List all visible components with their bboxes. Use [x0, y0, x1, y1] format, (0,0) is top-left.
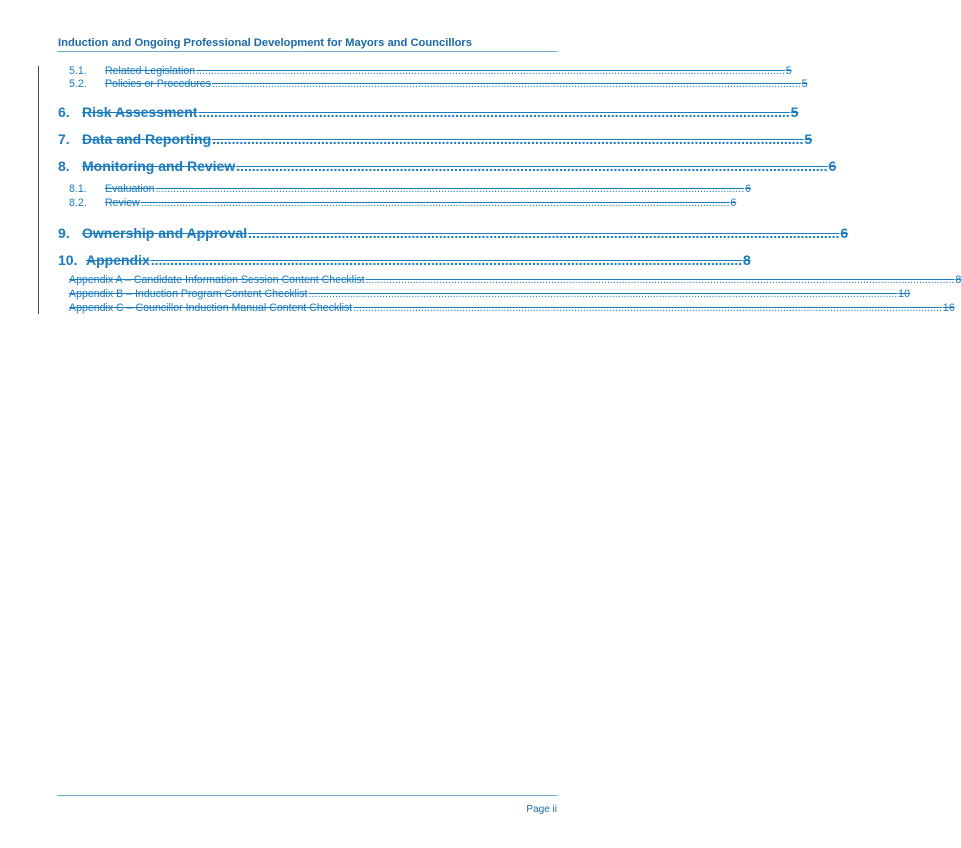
toc-page: 6 [730, 197, 737, 209]
toc-label: Related Legislation [105, 65, 196, 77]
toc-number: 6. [58, 104, 70, 120]
toc-leader: ........................................................................................................................................................ [150, 252, 743, 268]
toc-entry-5-1[interactable] [69, 65, 792, 78]
toc-label: Ownership and Approval [82, 225, 248, 241]
toc-label: Policies or Procedures [105, 78, 211, 90]
toc-number: 5.1. [69, 65, 87, 77]
toc-page: 6 [840, 225, 849, 241]
toc-entry-5-2[interactable] [69, 78, 808, 91]
toc-entry-8-1[interactable] [69, 183, 752, 196]
toc-entry-9[interactable] [58, 224, 849, 242]
toc-page: 5 [790, 104, 799, 120]
toc-leader: ........................................................................................................................................................................................................ [308, 288, 898, 300]
toc-entry-appendix-a[interactable] [69, 274, 961, 287]
toc-page: 5 [801, 78, 808, 90]
toc-number: 8. [58, 158, 70, 174]
toc-leader: ........................................................................................................................................................................................................ [155, 183, 745, 195]
toc-number: 9. [58, 225, 70, 241]
toc-number: 8.2. [69, 197, 87, 209]
toc-label: Appendix C – Councillor Induction Manual Content Checklist [69, 302, 353, 314]
toc-page: 16 [942, 302, 955, 314]
footer-rule [57, 795, 557, 796]
toc-page: 6 [828, 158, 837, 174]
toc-page: 8 [955, 274, 961, 286]
toc-leader: ........................................................................................................................................................ [248, 225, 840, 241]
toc-entry-appendix-c[interactable] [69, 302, 955, 315]
toc-page: 10 [898, 288, 910, 300]
change-bar [38, 66, 39, 314]
toc-number: 5.2. [69, 78, 87, 90]
toc-label: Appendix A – Candidate Information Session Content Checklist [69, 274, 365, 286]
toc-page: 5 [785, 65, 792, 77]
toc-page: 6 [745, 183, 752, 195]
toc-entry-8-2[interactable] [69, 197, 737, 210]
toc-label: Review [105, 197, 140, 209]
toc-entry-appendix-b[interactable] [69, 288, 910, 301]
toc-label: Data and Reporting [82, 131, 212, 147]
toc-page: 5 [804, 131, 813, 147]
page-number: Page ii [526, 804, 557, 815]
toc-label: Appendix B – Induction Program Content Checklist [69, 288, 308, 300]
toc-number: 10. [58, 252, 78, 268]
toc-leader: ........................................................................................................................................................................................................ [140, 197, 730, 209]
toc-entry-10[interactable] [58, 251, 751, 269]
toc-leader: ........................................................................................................................................................................................................ [365, 274, 955, 286]
toc-number: 8.1. [69, 183, 87, 195]
toc-leader: ........................................................................................................................................................................................................ [211, 78, 801, 90]
toc-leader: ........................................................................................................................................................ [212, 131, 804, 147]
toc-page: 8 [743, 252, 751, 268]
toc-leader: ........................................................................................................................................................ [198, 104, 790, 120]
toc-entry-7[interactable] [58, 130, 813, 148]
toc-entry-8[interactable] [58, 157, 837, 175]
toc-number: 7. [58, 131, 70, 147]
toc-label: Appendix [86, 252, 150, 268]
toc-label: Evaluation [105, 183, 155, 195]
toc-label: Monitoring and Review [82, 158, 236, 174]
header-title: Induction and Ongoing Professional Development for Mayors and Councillors [58, 37, 472, 49]
toc-leader: ........................................................................................................................................................ [236, 158, 828, 174]
toc-label: Risk Assessment [82, 104, 198, 120]
toc-entry-6[interactable] [58, 103, 799, 121]
toc-leader: ........................................................................................................................................................................................................ [353, 302, 942, 314]
header-rule [57, 51, 557, 52]
toc-leader: ........................................................................................................................................................................................................ [196, 65, 785, 77]
